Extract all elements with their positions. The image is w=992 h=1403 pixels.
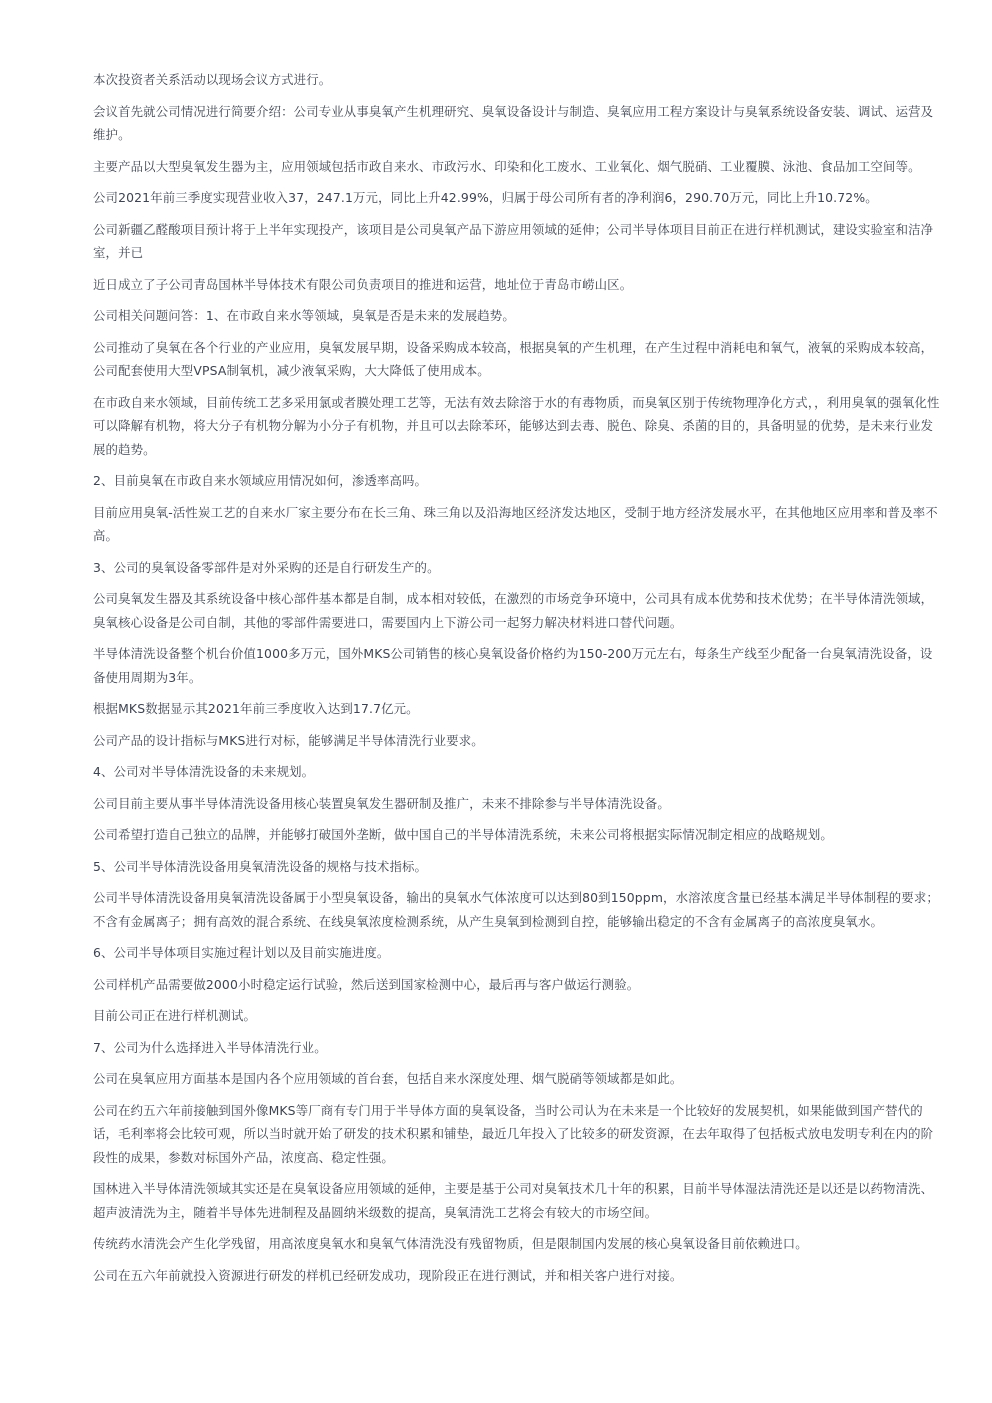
paragraph-answer-3a: 公司臭氧发生器及其系统设备中核心部件基本都是自制，成本相对较低，在激烈的市场竞争环境中，公司具有成本优势和技术优势；在半导体清洗领域，臭氧核心设备是公司自制，其他的零部件需要进口，需要国内上下游公司一起努力解决材料进口替代问题。	[93, 591, 934, 630]
paragraph-question-5: 5、公司半导体清洗设备用臭氧清洗设备的规格与技术指标。	[93, 858, 428, 874]
paragraph-projects: 公司新疆乙醛酸项目预计将于上半年实现投产，该项目是公司臭氧产品下游应用领域的延伸；公司半导体项目目前正在进行样机测试，建设实验室和洁净室，并已	[93, 221, 934, 260]
paragraph-answer-2: 目前应用臭氧-活性炭工艺的自来水厂家主要分布在长三角、珠三角以及沿海地区经济发达地区，受制于地方经济发展水平，在其他地区应用率和普及率不高。	[93, 504, 938, 543]
paragraph-intro-method: 本次投资者关系活动以现场会议方式进行。	[93, 72, 332, 87]
paragraph-answer-3d: 公司产品的设计指标与MKS进行对标，能够满足半导体清洗行业要求。	[93, 732, 484, 748]
paragraph-company-intro: 会议首先就公司情况进行简要介绍：公司专业从事臭氧产生机理研究、臭氧设备设计与制造、臭氧应用工程方案设计与臭氧系统设备安装、调试、运营及维护。	[93, 103, 934, 142]
paragraph-answer-3c: 根据MKS数据显示其2021年前三季度收入达到17.7亿元。	[93, 701, 419, 716]
paragraph-answer-4a: 公司目前主要从事半导体清洗设备用核心装置臭氧发生器研制及推广，未来不排除参与半导体清洗设备。	[93, 795, 670, 811]
paragraph-question-1: 公司相关问题问答：1、在市政自来水等领域，臭氧是否是未来的发展趋势。	[93, 308, 515, 323]
paragraph-question-7: 7、公司为什么选择进入半导体清洗行业。	[93, 1039, 327, 1055]
paragraph-question-3: 3、公司的臭氧设备零部件是对外采购的还是自行研发生产的。	[93, 559, 440, 575]
paragraph-question-6: 6、公司半导体项目实施过程计划以及目前实施进度。	[93, 945, 390, 960]
paragraph-subsidiary: 近日成立了子公司青岛国林半导体技术有限公司负责项目的推进和运营，地址位于青岛市崂山区。	[93, 276, 633, 292]
paragraph-answer-7c: 国林进入半导体清洗领域其实还是在臭氧设备应用领域的延伸，主要是基于公司对臭氧技术几十年的积累，目前半导体湿法清洗还是以还是以药物清洗、超声波清洗为主，随着半导体先进制程及晶圆纳米级数的提高，臭氧清洗工艺将会有较大的市场空间。	[93, 1181, 934, 1220]
paragraph-answer-7a: 公司在臭氧应用方面基本是国内各个应用领域的首台套，包括自来水深度处理、烟气脱硝等领域都是如此。	[93, 1071, 683, 1086]
paragraph-answer-1b: 在市政自来水领域，目前传统工艺多采用氯或者膜处理工艺等，无法有效去除溶于水的有毒物质，而臭氧区别于传统物理净化方式，，利用臭氧的强氧化性可以降解有机物，将大分子有机物分解为小分子有机物，并且可以去除苯环，能够达到去毒、脱色、除臭、杀菌的目的，具备明显的优势，是未来行业发展的趋势。	[93, 394, 940, 457]
paragraph-answer-7d: 传统药水清洗会产生化学残留，用高浓度臭氧水和臭氧气体清洗没有残留物质，但是限制国内发展的核心臭氧设备目前依赖进口。	[93, 1236, 808, 1251]
paragraph-answer-4b: 公司希望打造自己独立的品牌，并能够打破国外垄断，做中国自己的半导体清洗系统，未来公司将根据实际情况制定相应的战略规划。	[93, 827, 833, 842]
paragraph-answer-6b: 目前公司正在进行样机测试。	[93, 1008, 257, 1023]
paragraph-answer-3b: 半导体清洗设备整个机台价值1000多万元，国外MKS公司销售的核心臭氧设备价格约为150-200万元左右，每条生产线至少配备一台臭氧清洗设备，设备使用周期为3年。	[93, 646, 933, 685]
paragraph-answer-1a: 公司推动了臭氧在各个行业的产业应用，臭氧发展早期，设备采购成本较高，根据臭氧的产生机理，在产生过程中消耗电和氧气，液氧的采购成本较高，公司配套使用大型VPSA制氧机，减少液氧采购，大大降低了使用成本。	[93, 339, 934, 378]
paragraph-answer-6a: 公司样机产品需要做2000小时稳定运行试验，然后送到国家检测中心，最后再与客户做运行测验。	[93, 976, 640, 992]
paragraph-answer-7b: 公司在约五六年前接触到国外像MKS等厂商有专门用于半导体方面的臭氧设备，当时公司认为在未来是一个比较好的发展契机，如果能做到国产替代的话，毛利率将会比较可观，所以当时就开始了研发的技术积累和铺垫，最近几年投入了比较多的研发资源，在去年取得了包括板式放电发明专利在内的阶段性的成果，参数对标国外产品，浓度高、稳定性强。	[93, 1102, 934, 1165]
paragraph-question-2: 2、目前臭氧在市政自来水领域应用情况如何，渗透率高吗。	[93, 473, 428, 488]
paragraph-question-4: 4、公司对半导体清洗设备的未来规划。	[93, 764, 315, 779]
document-body	[93, 68, 943, 1295]
paragraph-financials: 公司2021年前三季度实现营业收入37，247.1万元，同比上升42.99%，归属于母公司所有者的净利润6，290.70万元，同比上升10.72%。	[93, 190, 878, 205]
paragraph-answer-5: 公司半导体清洗设备用臭氧清洗设备属于小型臭氧设备，输出的臭氧水气体浓度可以达到80到150ppm，水溶浓度含量已经基本满足半导体制程的要求；不含有金属离子；拥有高效的混合系统、在线臭氧浓度检测系统，从产生臭氧到检测到自控，能够输出稳定的不含有金属离子的高浓度臭氧水。	[93, 890, 939, 929]
paragraph-main-products: 主要产品以大型臭氧发生器为主，应用领域包括市政自来水、市政污水、印染和化工废水、工业氧化、烟气脱硝、工业覆膜、泳池、食品加工空间等。	[93, 158, 921, 174]
paragraph-answer-7e: 公司在五六年前就投入资源进行研发的样机已经研发成功，现阶段正在进行测试，并和相关客户进行对接。	[93, 1267, 683, 1283]
